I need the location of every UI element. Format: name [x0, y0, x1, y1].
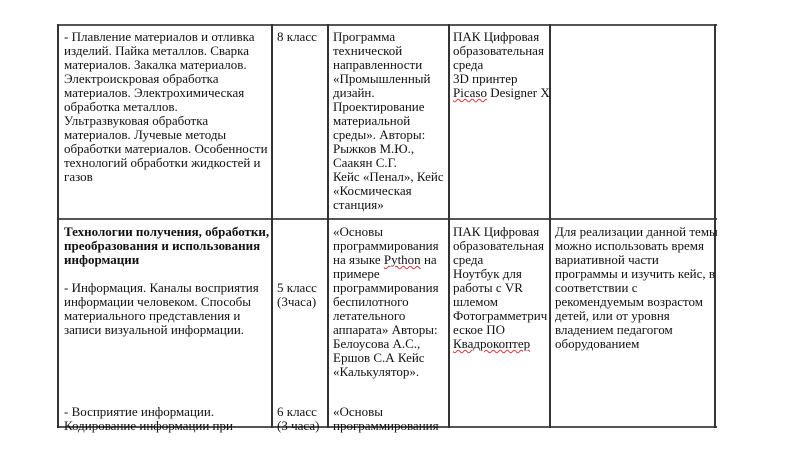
col-border: [448, 24, 450, 428]
equipment-cell: [453, 225, 547, 351]
equipment-text: ПАК Цифровая образовательная среда Ноутбук для работы с VR шлемом Фотограмметрич еское ПО: [453, 224, 548, 337]
topic-cell: - Восприятие информации. Кодирование информации при: [64, 404, 233, 433]
program-text-tail: на примере программирования беспилотного летательного аппарата» Авторы: Белоусова А.С., Ершов С.А Кейс «Калькулятор».: [333, 252, 439, 379]
grade-cell: 8 класс: [277, 29, 317, 44]
program-cell: «Основы программирования: [333, 404, 439, 433]
note-cell: Для реализации данной темы можно использовать время вариативной части программы и изучить кейс, в соответствии с рекомендуемым возрастом детей, или от уровня владением педагогом оборудованием: [555, 224, 718, 351]
spellcheck-word: Python: [383, 252, 421, 267]
col-border: [327, 24, 329, 428]
spellcheck-word: Picaso: [453, 85, 487, 100]
equipment-text-tail: Designer X: [486, 85, 550, 100]
program-text: «Основы программирования на языке: [333, 224, 439, 267]
topic-cell: - Информация. Каналы восприятия информации человеком. Способы материального представления и записи визуальной информации.: [64, 280, 259, 337]
topic-cell: - Плавление материалов и отливка изделий. Пайка металлов. Сварка материалов. Закалка материалов. Электроискровая обработка материалов. Электрохимическая обработка металлов. Ультразвуковая обработка материалов. Лучевые методы обработки материалов. Особенности технологий обработки жидкостей и газов: [64, 29, 268, 184]
grade-cell: 5 класс (3часа): [277, 280, 317, 309]
equipment-text: ПАК Цифровая образовательная среда 3D принтер: [453, 29, 544, 86]
col-border: [57, 24, 59, 428]
spellcheck-word: Квадрокоптер: [453, 336, 531, 351]
grade-cell: 6 класс (3 часа): [277, 404, 320, 433]
row-divider: [58, 218, 717, 220]
program-cell: [333, 225, 445, 379]
section-heading: Технологии получения, обработки, преобразования и использования информации: [64, 224, 270, 267]
table-border-top: [58, 24, 717, 26]
col-border: [271, 24, 273, 428]
equipment-cell: [453, 30, 550, 100]
program-cell: Программа технической направленности «Промышленный дизайн. Проектирование материальной среды». Авторы: Рыжков М.Ю., Саакян С.Г. Кейс «Пенал», Кейс «Космическая станция»: [333, 29, 444, 212]
